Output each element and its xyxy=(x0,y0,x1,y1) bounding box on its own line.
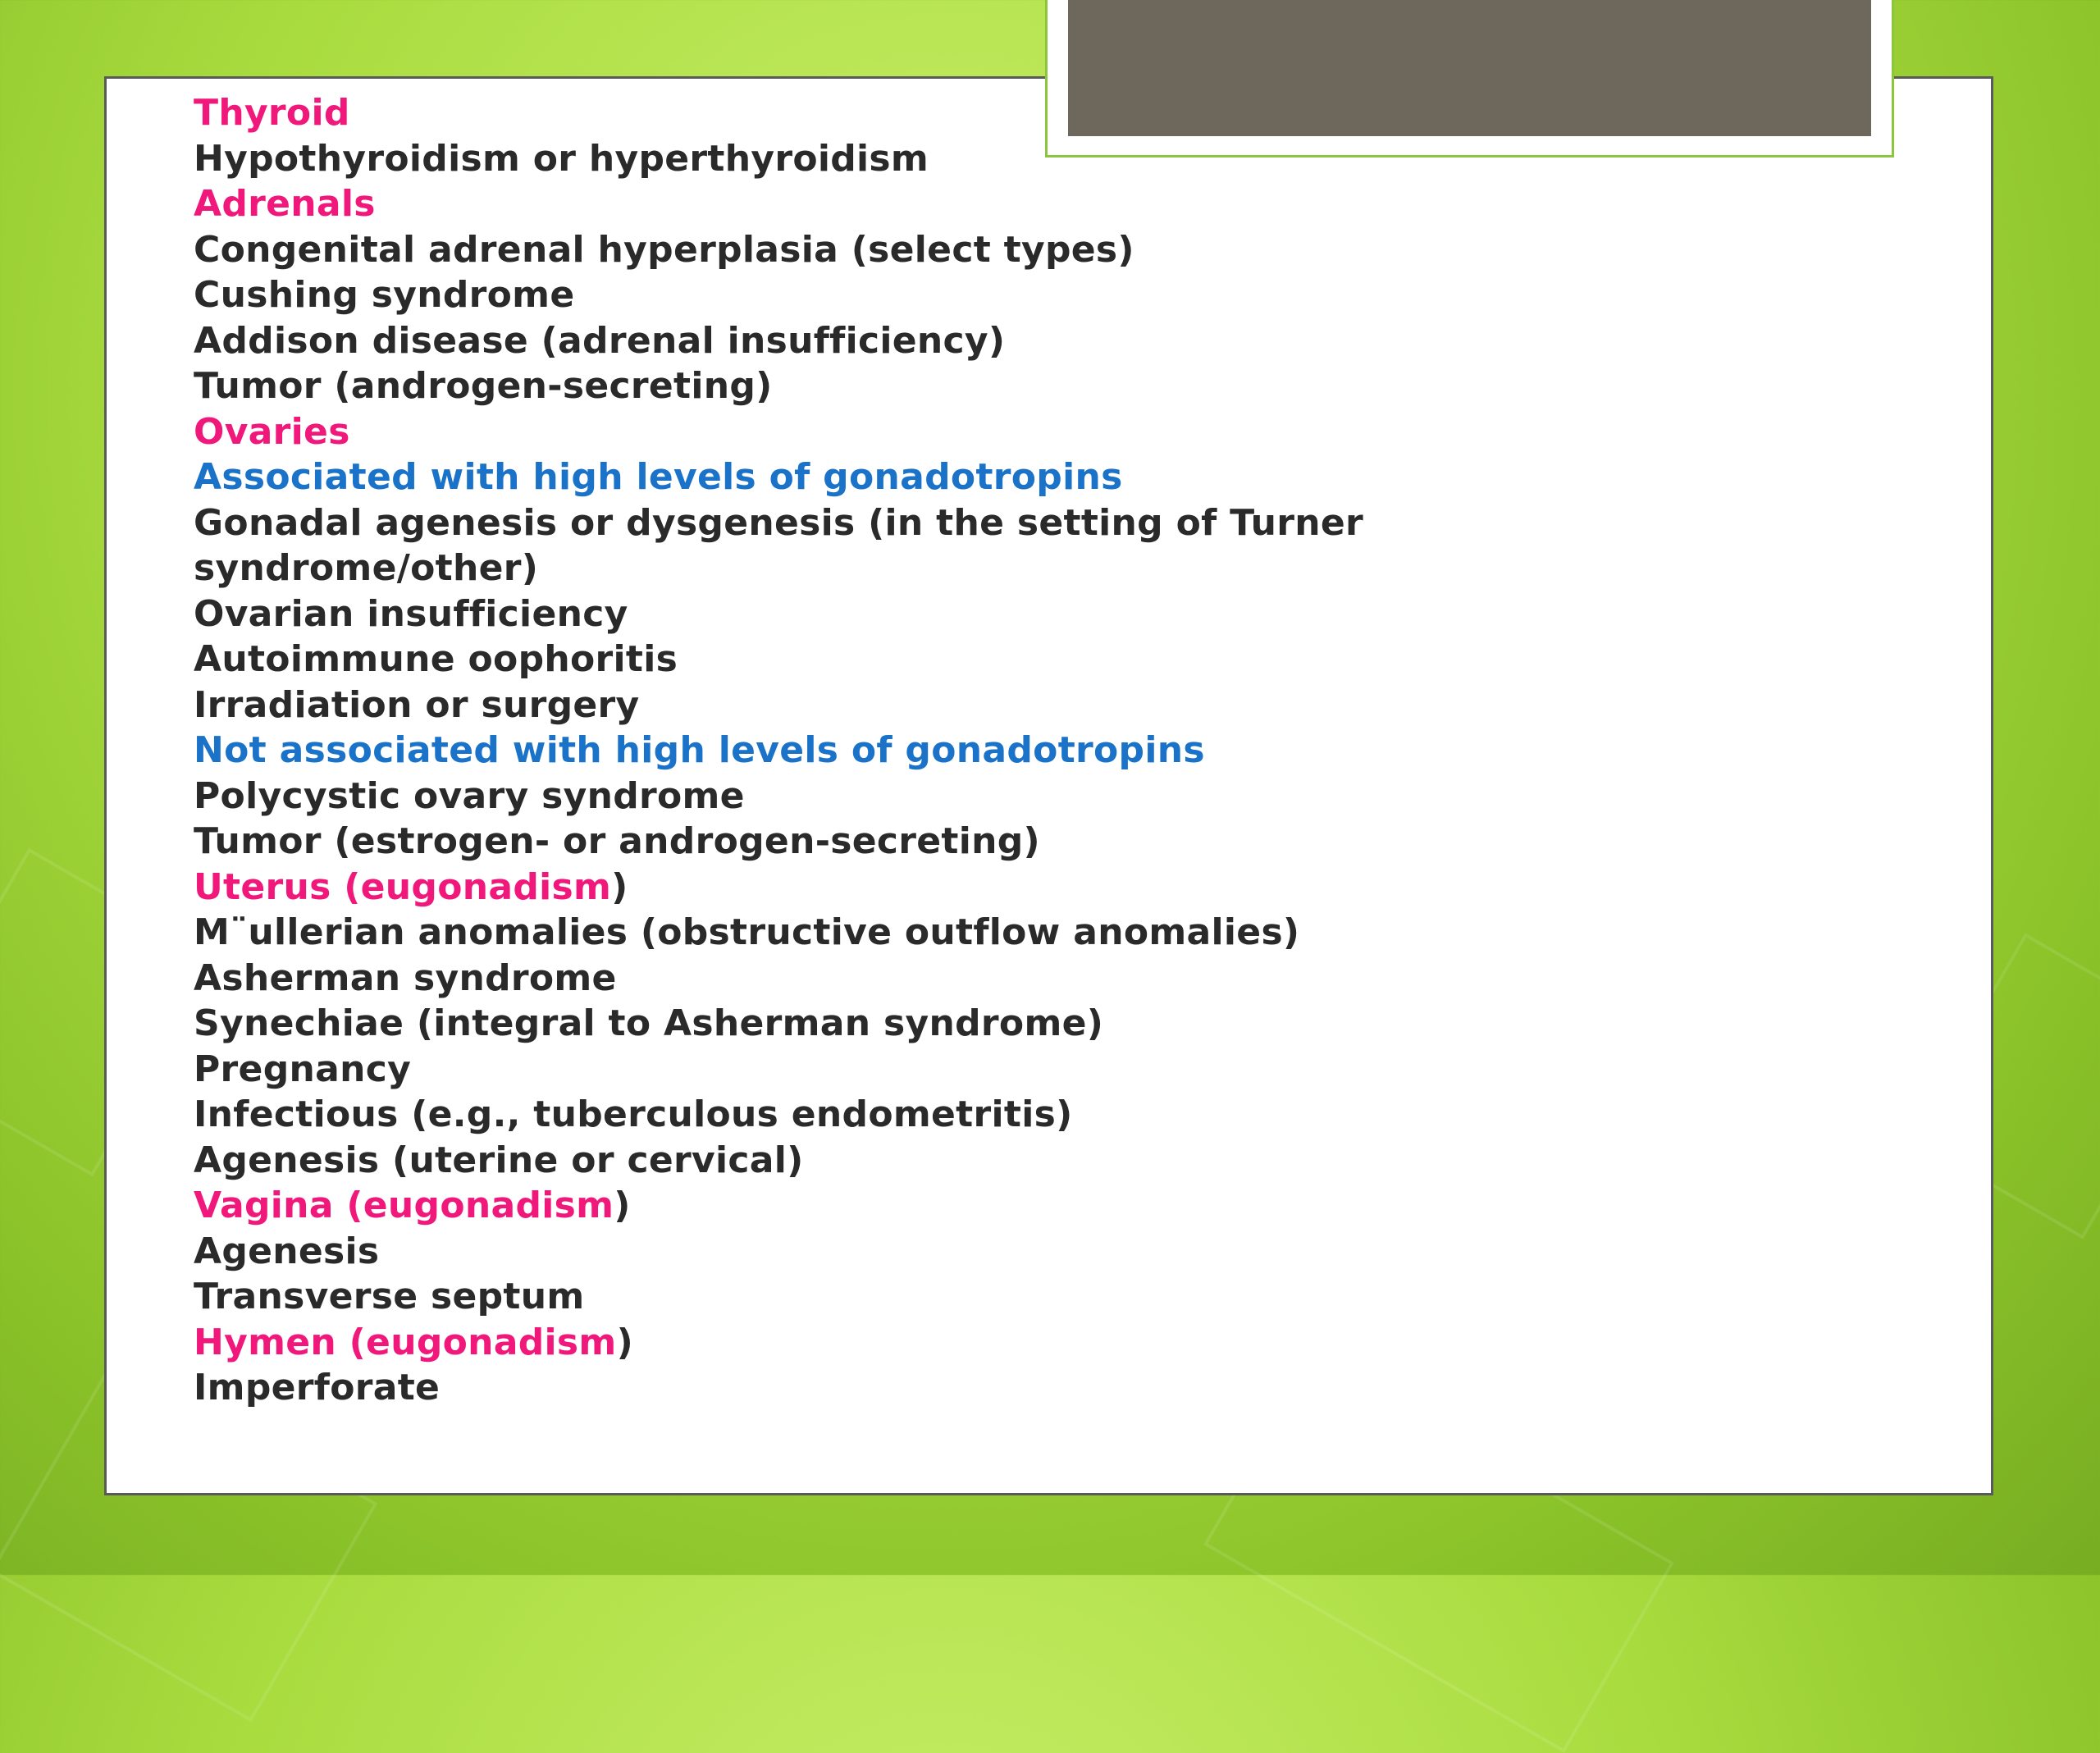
list-item: Tumor (androgen-secreting) xyxy=(194,365,773,407)
section-heading-adrenals: Adrenals xyxy=(194,183,376,225)
list-item: Congenital adrenal hyperplasia (select types) xyxy=(194,228,1134,271)
closing-paren: ) xyxy=(616,1321,633,1363)
section-heading-ovaries: Ovaries xyxy=(194,410,350,453)
list-item: Infectious (e.g., tuberculous endometritis) xyxy=(194,1093,1073,1135)
subheading-high-gonadotropins: Associated with high levels of gonadotropins xyxy=(194,456,1123,498)
amenorrhea-causes-list xyxy=(194,90,1506,1411)
heading-text: Hymen (eugonadism xyxy=(194,1321,617,1363)
list-item: Irradiation or surgery xyxy=(194,683,640,726)
list-item: Polycystic ovary syndrome xyxy=(194,774,745,817)
list-item: M¨ullerian anomalies (obstructive outflow anomalies) xyxy=(194,911,1300,953)
heading-text: Uterus (eugonadism xyxy=(194,865,612,908)
list-item: Hypothyroidism or hyperthyroidism xyxy=(194,137,929,180)
list-item: Ovarian insufficiency xyxy=(194,592,628,635)
closing-paren: ) xyxy=(614,1185,631,1226)
list-item: Cushing syndrome xyxy=(194,274,575,316)
list-item: Imperforate xyxy=(194,1367,441,1408)
section-heading-vagina xyxy=(194,1183,1506,1229)
section-heading-thyroid: Thyroid xyxy=(194,92,350,134)
list-item: Pregnancy xyxy=(194,1048,412,1090)
section-heading-uterus xyxy=(194,865,1506,911)
list-item: Synechiae (integral to Asherman syndrome) xyxy=(194,1002,1104,1044)
list-item: Agenesis (uterine or cervical) xyxy=(194,1139,804,1181)
list-item: syndrome/other) xyxy=(194,547,539,589)
list-item: Agenesis xyxy=(194,1230,380,1272)
list-item: Addison disease (adrenal insufficiency) xyxy=(194,319,1006,362)
closing-paren: ) xyxy=(611,865,628,908)
heading-text: Vagina (eugonadism xyxy=(194,1185,614,1226)
list-item: Tumor (estrogen- or androgen-secreting) xyxy=(194,820,1040,862)
list-item: Autoimmune oophoritis xyxy=(194,638,678,680)
subheading-not-high-gonadotropins: Not associated with high levels of gonadotropins xyxy=(194,729,1205,771)
list-item: Asherman syndrome xyxy=(194,956,617,999)
list-item: Gonadal agenesis or dysgenesis (in the setting of Turner xyxy=(194,501,1364,544)
section-heading-hymen xyxy=(194,1320,1506,1366)
list-item: Transverse septum xyxy=(194,1276,585,1317)
